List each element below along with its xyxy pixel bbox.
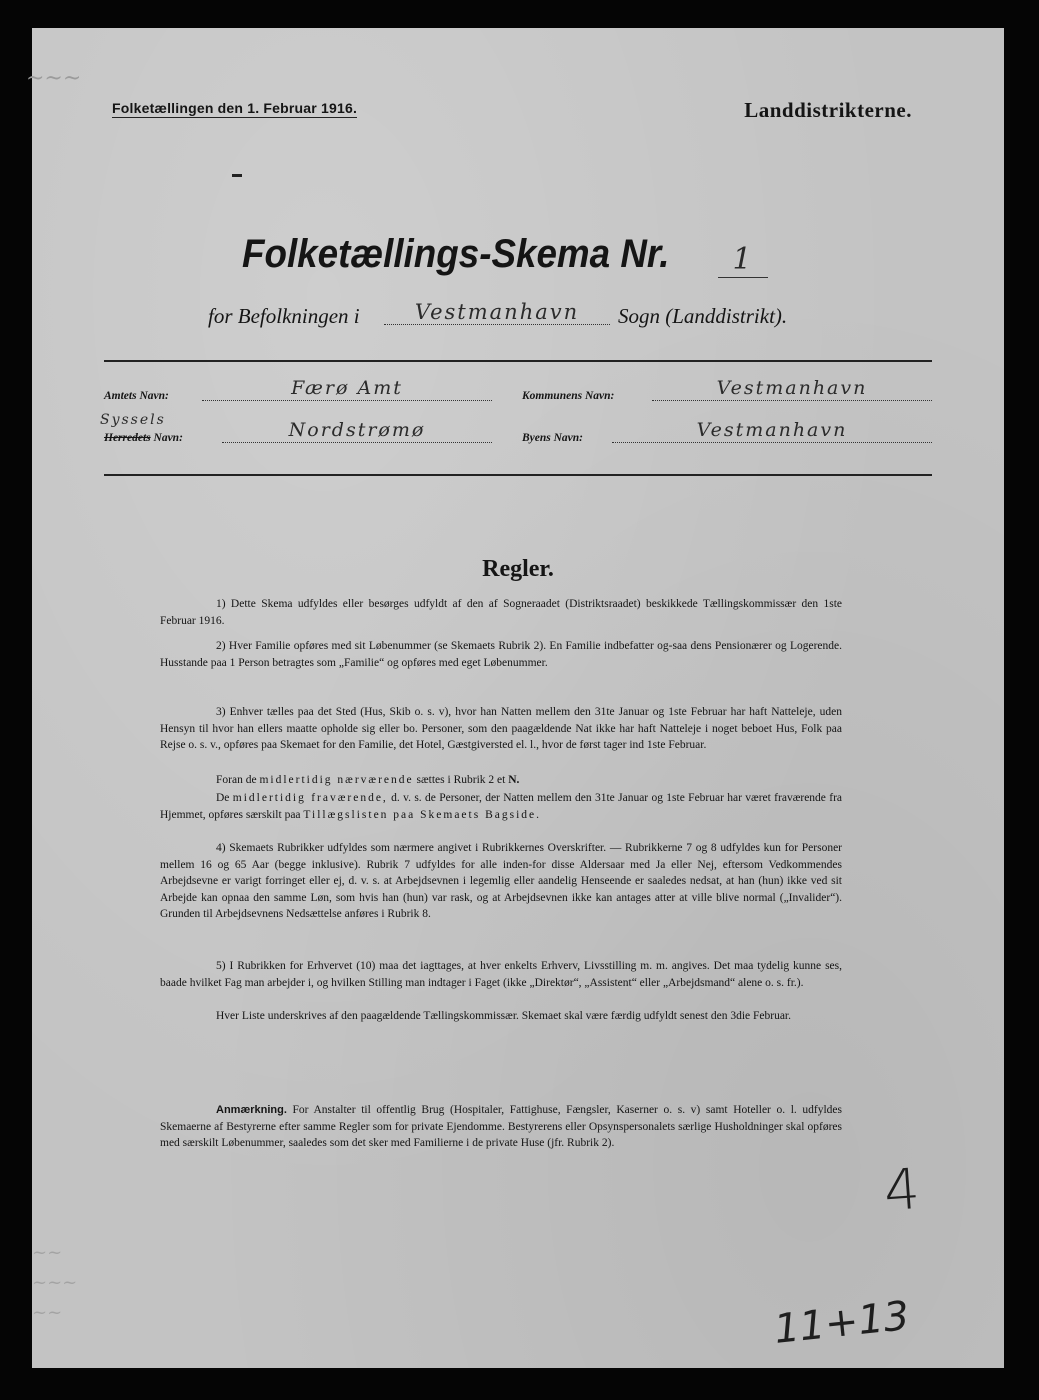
- divider-bottom: [104, 474, 932, 476]
- amt-label: Amtets Navn:: [104, 390, 169, 402]
- rule-3-present-spaced: midlertidig nærværende: [259, 774, 414, 786]
- rule-3-present: [160, 772, 842, 789]
- rule-3-absent-b: d. v. s. de Personer, der Natten mellem den 31te Januar og 1ste Februar har været fraværende fra Hjemmet, opføres særskilt paa: [160, 792, 843, 821]
- rule-3: 3) Enhver tælles paa det Sted (Hus, Skib o. s. v), hvor han Natten mellem den 31te Januar og 1ste Februar har haft Natteleje, uden Hensyn til hvor han ellers maatte opholde sig eller bo. Personer, som den paagældende Nat ikke har haft Natteleje i noget beboet Hus, Folk paa Rejse o. s. v., opføres paa Skemaet for den Familie, det Hotel, Gæstgiversted el. l., hvor de først tager ind 1ste Februar.: [160, 706, 842, 752]
- rule-2: 2) Hver Familie opføres med sit Løbenummer (se Skemaets Rubrik 2). En Familie indbefatter og-saa dens Pensionærer og Logerende. Husstande paa 1 Person betragtes som „Familie“ og opføres med eget Løbenummer.: [160, 640, 842, 669]
- rule-6: Hver Liste underskrives af den paagældende Tællingskommissær. Skemaet skal være færdig udfyldt senest den 3die Februar.: [216, 1010, 791, 1022]
- faint-margin-scrawl: ~~~: [26, 66, 82, 91]
- faint-bleedthrough: ~~ ~~~ ~~: [32, 1242, 78, 1323]
- range-mark: 11+13: [771, 1293, 912, 1353]
- kommune-field: Vestmanhavn: [652, 376, 932, 401]
- rule-3-absent-spaced-2: Tillægslisten paa Skemaets Bagside.: [303, 808, 542, 821]
- by-field: Vestmanhavn: [612, 418, 932, 443]
- form-title-row: [242, 232, 707, 277]
- syssel-handwritten-label: Syssels: [100, 412, 166, 428]
- rule-1: 1) Dette Skema udfyldes eller besørges udfyldt af den af Sogneraadet (Distriktsraadet) beskikkede Tællingskommissær den 1ste Februar 1916.: [160, 598, 842, 627]
- census-form-page: [26, 28, 1004, 1368]
- rule-3-present-letter: N.: [508, 774, 520, 786]
- kommune-label: Kommunens Navn:: [522, 390, 615, 402]
- remark-text: For Anstalter til offentlig Brug (Hospitaler, Fattighuse, Fængsler, Kaserner o. s. v) samt Hoteller o. l. udfyldes Skemaerne af Bestyrerne efter samme Regler som for private Ejendomme. Bestyrerens eller Opsynspersonalets særlige Husholdninger skal opføres med særskilt Løbenummer, saaledes som det sker med Familierne i de private Huse (jfr. Rubrik 2).: [160, 1104, 842, 1150]
- remark: [160, 1102, 842, 1152]
- herredets-struck-label: Herredets: [104, 432, 151, 444]
- rule-3-absent: [160, 790, 842, 823]
- parish-name-field: Vestmanhavn: [384, 300, 610, 325]
- form-title: Folketællings-Skema Nr.: [242, 232, 670, 276]
- rule-3-present-b: sættes i Rubrik 2 et: [416, 774, 506, 786]
- rule-3-absent-a: De: [216, 792, 230, 804]
- remark-label: Anmærkning.: [216, 1104, 287, 1116]
- herred-label: Navn:: [153, 432, 183, 444]
- rule-3-absent-spaced: midlertidig fraværende,: [232, 792, 388, 804]
- amt-field: Færø Amt: [202, 376, 492, 401]
- dash-mark: [232, 174, 242, 177]
- page-number-mark: 4: [881, 1156, 922, 1225]
- herred-field: Nordstrømø: [222, 418, 492, 443]
- census-date-header: Folketællingen den 1. Februar 1916.: [112, 100, 358, 116]
- district-type-header: Landdistrikterne.: [744, 98, 912, 122]
- by-label: Byens Navn:: [522, 432, 584, 444]
- rules-heading: Regler.: [482, 556, 554, 582]
- subtitle-suffix: Sogn (Landdistrikt).: [618, 304, 788, 328]
- divider-top: [104, 360, 932, 362]
- rule-5: 5) I Rubrikken for Erhvervet (10) maa det iagttages, at hver enkelts Erhverv, Livsstilling m. m. angives. Det maa tydelig kunne ses, baade hvilket Fag man arbejder i, og hvilken Stilling man indtager i Faget (ikke „Direktør“, „Assistent“ eller „Arbejdsmand“ alene o. s. fr.).: [160, 960, 842, 989]
- rule-4: 4) Skemaets Rubrikker udfyldes som nærmere angivet i Rubrikkernes Overskrifter. — Rubrikkerne 7 og 8 udfyldes kun for Personer mellem 16 og 65 Aar (begge inklusive). Rubrik 7 udfyldes for alle inden-for disse Aldersaar med Ja eller Nej, eftersom Vedkommendes Arbejdsevne er varigt forringet eller ej, d. v. s. at Arbejdsevnen i legemlig eller aandelig Henseende er saaledes nedsat, at han (hun) ikke ved sit Arbejde kan opnaa den samme Løn, som hvis han (hun) var rask, og at Arbejdsevnen ikke kan antages atter at ville blive normal („Invalider“). Grunden til Arbejdsevnens Nedsættelse anføres i Rubrik 8.: [160, 842, 842, 921]
- subtitle-prefix: for Befolkningen i: [208, 304, 360, 328]
- rule-3-present-a: Foran de: [216, 774, 257, 786]
- form-number: 1: [718, 242, 768, 278]
- herred-label-group: [104, 432, 183, 444]
